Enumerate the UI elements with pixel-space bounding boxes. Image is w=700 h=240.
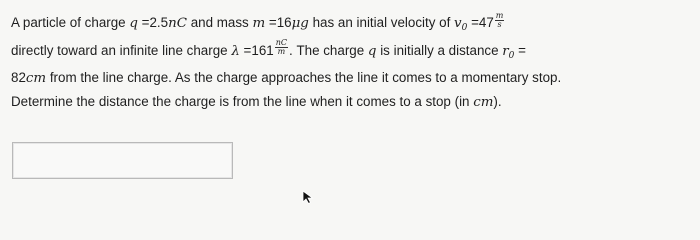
text-segment: and mass xyxy=(186,15,253,30)
mass-symbol: m xyxy=(252,16,266,31)
text-segment: . The charge xyxy=(289,42,368,58)
lambda-symbol: λ xyxy=(231,43,240,59)
charge-symbol: q xyxy=(367,43,377,59)
mouse-cursor-icon xyxy=(302,190,314,204)
text-segment: directly toward an infinite line charge xyxy=(11,42,232,58)
distance-subscript: 0 xyxy=(508,50,515,61)
answer-unit: cm xyxy=(473,94,494,110)
problem-text xyxy=(11,12,695,114)
problem-line-4 xyxy=(11,91,695,115)
velocity-subscript: 0 xyxy=(461,23,468,33)
velocity-symbol xyxy=(454,16,467,31)
text-segment: is initially a distance xyxy=(376,42,503,58)
problem-line-3 xyxy=(11,67,695,91)
lambda-unit-denominator: m xyxy=(277,47,286,57)
text-segment: from the line charge. As the charge approaches the line it comes to a momentary stop. xyxy=(46,70,562,85)
mass-unit: μg xyxy=(291,16,309,31)
lambda-unit-fraction xyxy=(275,39,288,56)
text-segment: A particle of charge xyxy=(11,15,130,30)
distance-unit: cm xyxy=(25,71,47,86)
charge-value: =2.5 xyxy=(137,15,169,30)
distance-value: 82 xyxy=(11,70,26,85)
lambda-value: =161 xyxy=(239,42,274,58)
mass-value: =16 xyxy=(265,15,292,30)
question-text: Determine the distance the charge is from the line when it comes to a stop (in xyxy=(11,93,474,109)
charge-unit: nC xyxy=(168,16,187,31)
velocity-unit-fraction xyxy=(495,12,505,29)
velocity-unit-numerator: m xyxy=(495,10,504,20)
text-segment: ). xyxy=(493,93,502,109)
text-segment: has an initial velocity of xyxy=(308,15,455,30)
problem-line-1 xyxy=(11,12,695,40)
charge-symbol: q xyxy=(129,16,138,31)
lambda-unit-numerator: nC xyxy=(275,38,287,48)
distance-letter: r xyxy=(502,43,509,59)
velocity-letter: v xyxy=(454,16,462,31)
problem-line-2 xyxy=(11,40,695,68)
velocity-value: =47 xyxy=(467,15,494,30)
answer-input[interactable] xyxy=(12,142,233,179)
velocity-unit-denominator: s xyxy=(497,19,502,29)
distance-symbol xyxy=(502,44,514,59)
equals-sign: = xyxy=(514,42,526,58)
